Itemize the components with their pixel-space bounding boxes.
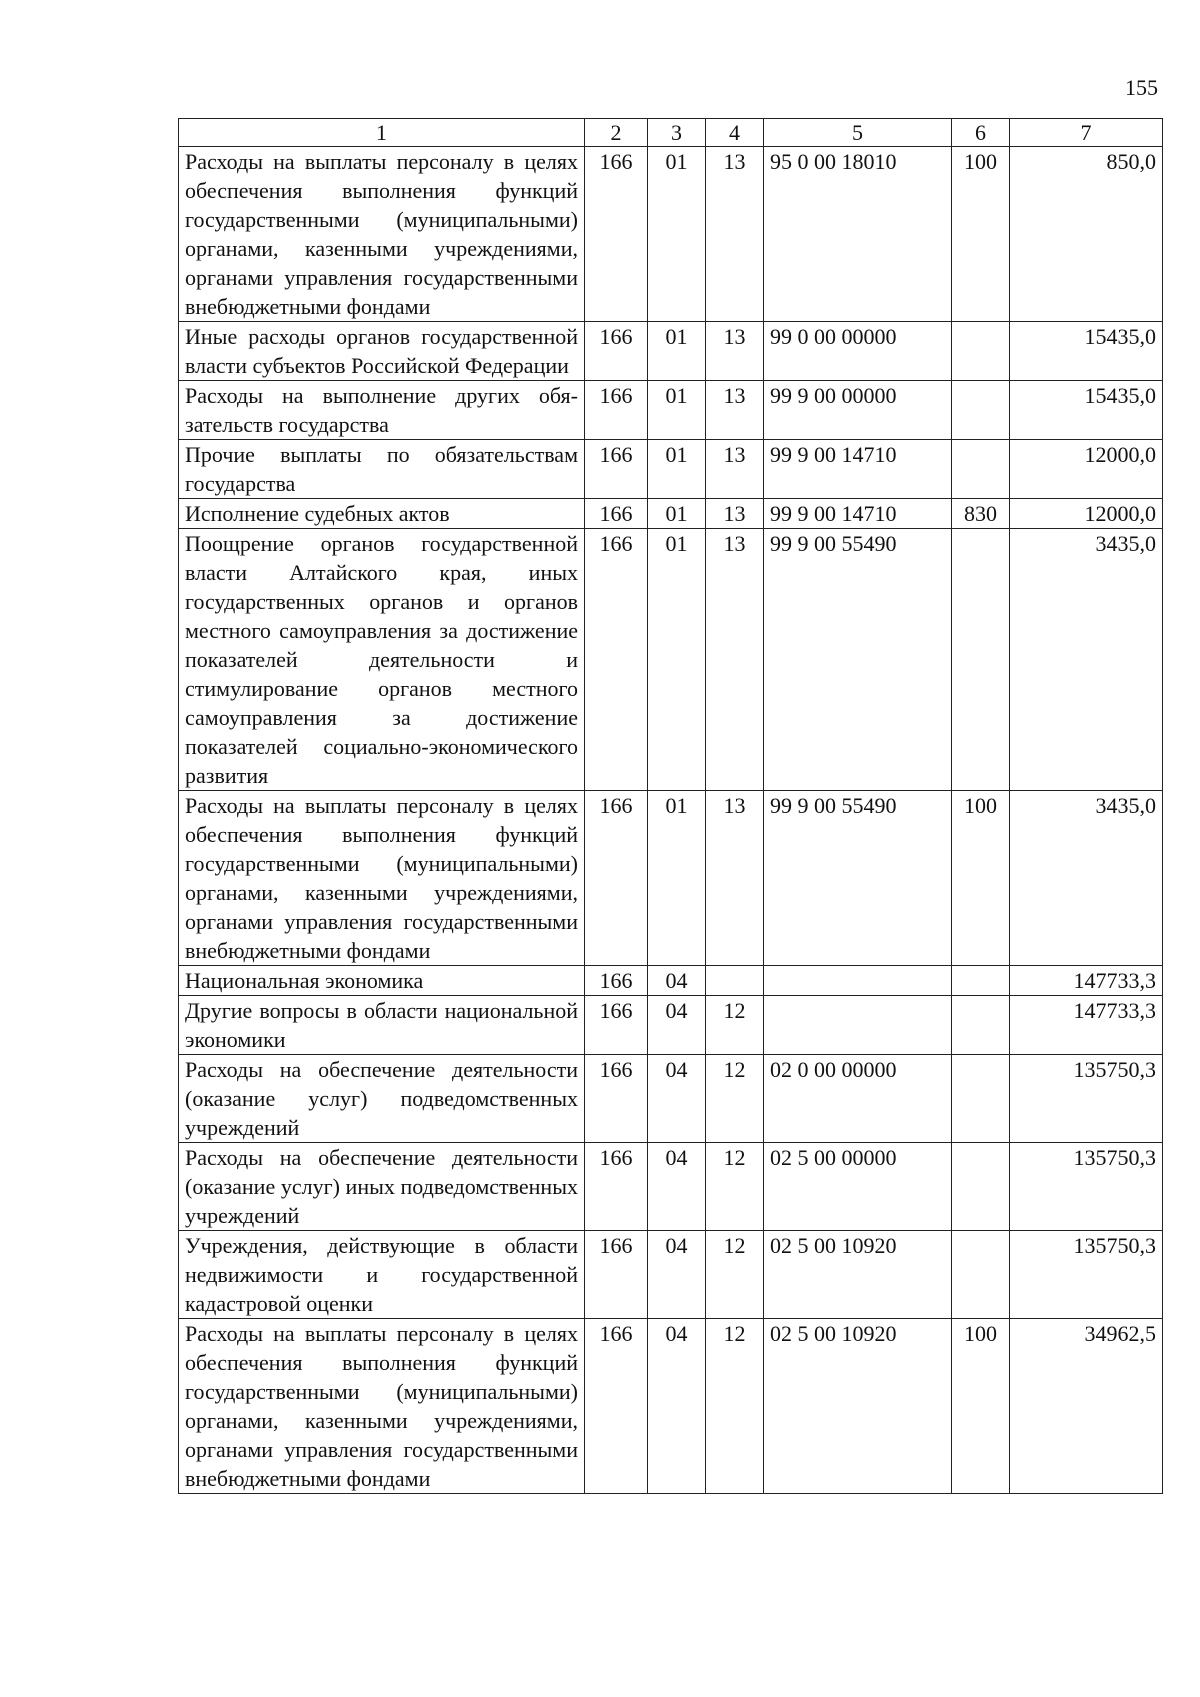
amount: 850,0 xyxy=(1010,147,1163,322)
subsection-code: 12 xyxy=(706,1231,764,1319)
table-row xyxy=(179,529,1163,791)
table-row xyxy=(179,322,1163,381)
section-code: 01 xyxy=(648,147,706,322)
expense-description: Прочие выплаты по обязательствам государства xyxy=(179,440,585,499)
section-code: 01 xyxy=(648,322,706,381)
amount: 12000,0 xyxy=(1010,499,1163,529)
target-article-code: 99 9 00 14710 xyxy=(764,499,952,529)
subsection-code: 13 xyxy=(706,529,764,791)
header-cell: 4 xyxy=(706,119,764,147)
expense-type-code xyxy=(952,1055,1010,1143)
header-row xyxy=(179,119,1163,147)
amount: 135750,3 xyxy=(1010,1231,1163,1319)
target-article-code xyxy=(764,966,952,996)
target-article-code: 02 5 00 10920 xyxy=(764,1231,952,1319)
expense-type-code xyxy=(952,966,1010,996)
table-row xyxy=(179,381,1163,440)
expense-description: Поощрение органов государственной власти Алтайского края, иных государственных органов и органов местного самоуправления за достижение показателей деятельности и стимулирование органов местного самоуправления за достижение показателей социально-экономического развития xyxy=(179,529,585,791)
target-article-code: 02 5 00 00000 xyxy=(764,1143,952,1231)
table-row xyxy=(179,147,1163,322)
table-row xyxy=(179,966,1163,996)
header-cell: 6 xyxy=(952,119,1010,147)
expense-type-code xyxy=(952,440,1010,499)
subsection-code: 12 xyxy=(706,1319,764,1494)
ministry-code: 166 xyxy=(585,1055,648,1143)
expense-description: Расходы на выплаты персоналу в целях обеспечения выполнения функций государственными (муниципальными) органами, казенными учреждениями, органами управления государственными внебюджетными фондами xyxy=(179,1319,585,1494)
ministry-code: 166 xyxy=(585,529,648,791)
expense-description: Иные расходы органов государственной власти субъектов Российской Федерации xyxy=(179,322,585,381)
section-code: 01 xyxy=(648,440,706,499)
header-cell: 3 xyxy=(648,119,706,147)
amount: 3435,0 xyxy=(1010,791,1163,966)
expense-type-code xyxy=(952,1231,1010,1319)
expense-description: Национальная экономика xyxy=(179,966,585,996)
table-row xyxy=(179,791,1163,966)
ministry-code: 166 xyxy=(585,381,648,440)
subsection-code: 12 xyxy=(706,996,764,1055)
section-code: 04 xyxy=(648,1143,706,1231)
amount: 147733,3 xyxy=(1010,996,1163,1055)
expense-type-code: 830 xyxy=(952,499,1010,529)
expense-type-code xyxy=(952,996,1010,1055)
expense-type-code: 100 xyxy=(952,147,1010,322)
table-row xyxy=(179,1055,1163,1143)
subsection-code xyxy=(706,966,764,996)
header-cell: 5 xyxy=(764,119,952,147)
target-article-code: 99 9 00 00000 xyxy=(764,381,952,440)
section-code: 04 xyxy=(648,1055,706,1143)
expense-description: Другие вопросы в области национальной экономики xyxy=(179,996,585,1055)
expense-type-code: 100 xyxy=(952,791,1010,966)
ministry-code: 166 xyxy=(585,966,648,996)
expense-type-code: 100 xyxy=(952,1319,1010,1494)
table-row xyxy=(179,1143,1163,1231)
expense-type-code xyxy=(952,529,1010,791)
ministry-code: 166 xyxy=(585,322,648,381)
target-article-code: 02 5 00 10920 xyxy=(764,1319,952,1494)
amount: 12000,0 xyxy=(1010,440,1163,499)
table-row xyxy=(179,499,1163,529)
header-cell: 2 xyxy=(585,119,648,147)
page-number: 155 xyxy=(1125,75,1158,100)
ministry-code: 166 xyxy=(585,1319,648,1494)
ministry-code: 166 xyxy=(585,1231,648,1319)
header-cell: 1 xyxy=(179,119,585,147)
header-cell: 7 xyxy=(1010,119,1163,147)
expense-description: Расходы на обеспечение деятельности (оказание услуг) иных подведомственных учреждений xyxy=(179,1143,585,1231)
amount: 147733,3 xyxy=(1010,966,1163,996)
amount: 135750,3 xyxy=(1010,1143,1163,1231)
table-body xyxy=(179,147,1163,1494)
target-article-code: 02 0 00 00000 xyxy=(764,1055,952,1143)
amount: 3435,0 xyxy=(1010,529,1163,791)
subsection-code: 13 xyxy=(706,147,764,322)
expense-description: Расходы на выплаты персоналу в целях обеспечения выполнения функций государственными (муниципальными) органами, казенными учреждениями, органами управления государственными внебюджетными фондами xyxy=(179,147,585,322)
table-row xyxy=(179,1319,1163,1494)
ministry-code: 166 xyxy=(585,996,648,1055)
amount: 15435,0 xyxy=(1010,381,1163,440)
table-row xyxy=(179,440,1163,499)
amount: 34962,5 xyxy=(1010,1319,1163,1494)
budget-table xyxy=(178,118,1163,1494)
expense-description: Расходы на выплаты персоналу в целях обеспечения выполнения функций государственными (муниципальными) органами, казенными учреждениями, органами управления государственными внебюджетными фондами xyxy=(179,791,585,966)
section-code: 01 xyxy=(648,499,706,529)
target-article-code xyxy=(764,996,952,1055)
ministry-code: 166 xyxy=(585,440,648,499)
section-code: 04 xyxy=(648,996,706,1055)
ministry-code: 166 xyxy=(585,1143,648,1231)
subsection-code: 13 xyxy=(706,440,764,499)
target-article-code: 99 9 00 14710 xyxy=(764,440,952,499)
section-code: 04 xyxy=(648,1319,706,1494)
ministry-code: 166 xyxy=(585,791,648,966)
expense-description: Учреждения, действующие в области недвижимости и государственной кадастровой оценки xyxy=(179,1231,585,1319)
section-code: 01 xyxy=(648,529,706,791)
target-article-code: 99 9 00 55490 xyxy=(764,529,952,791)
expense-type-code xyxy=(952,322,1010,381)
target-article-code: 99 0 00 00000 xyxy=(764,322,952,381)
section-code: 01 xyxy=(648,381,706,440)
subsection-code: 13 xyxy=(706,322,764,381)
expense-type-code xyxy=(952,381,1010,440)
target-article-code: 99 9 00 55490 xyxy=(764,791,952,966)
subsection-code: 12 xyxy=(706,1055,764,1143)
subsection-code: 12 xyxy=(706,1143,764,1231)
expense-type-code xyxy=(952,1143,1010,1231)
expense-description: Расходы на выполнение других обязательств государства xyxy=(179,381,585,440)
section-code: 04 xyxy=(648,1231,706,1319)
section-code: 01 xyxy=(648,791,706,966)
ministry-code: 166 xyxy=(585,147,648,322)
expense-description: Исполнение судебных актов xyxy=(179,499,585,529)
amount: 135750,3 xyxy=(1010,1055,1163,1143)
ministry-code: 166 xyxy=(585,499,648,529)
table-row xyxy=(179,1231,1163,1319)
subsection-code: 13 xyxy=(706,381,764,440)
table-row xyxy=(179,996,1163,1055)
target-article-code: 95 0 00 18010 xyxy=(764,147,952,322)
expense-description: Расходы на обеспечение деятельности (оказание услуг) подведомственных учреждений xyxy=(179,1055,585,1143)
section-code: 04 xyxy=(648,966,706,996)
subsection-code: 13 xyxy=(706,499,764,529)
amount: 15435,0 xyxy=(1010,322,1163,381)
subsection-code: 13 xyxy=(706,791,764,966)
